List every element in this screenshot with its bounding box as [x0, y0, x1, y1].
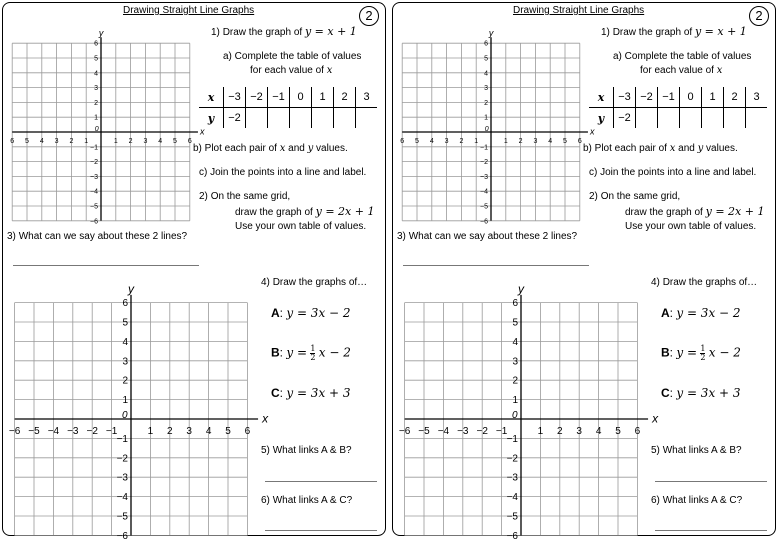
- question-1b: b) Plot each pair of x and y values.: [583, 143, 738, 154]
- x-tick-label: 6: [187, 138, 192, 145]
- y-tick-label: 3: [512, 356, 518, 368]
- x-axis-label: x: [199, 126, 205, 137]
- table-of-values: [199, 87, 377, 128]
- table-y-header: y: [589, 108, 614, 129]
- x-tick-label: 3: [54, 138, 59, 145]
- x-axis-label: x: [262, 411, 269, 426]
- x-tick-label: −1: [105, 426, 118, 437]
- origin-label: 0: [484, 126, 489, 133]
- y-tick-label: 4: [484, 70, 488, 78]
- y-tick-label: −3: [90, 173, 98, 181]
- x-tick-label: 3: [533, 138, 538, 145]
- y-tick-label: −3: [506, 472, 518, 484]
- y-tick-label: 6: [512, 298, 518, 310]
- question-2-line3: Use your own table of values.: [235, 221, 367, 232]
- y-tick-label: 3: [94, 85, 98, 93]
- table-y-cell[interactable]: −2: [614, 108, 636, 129]
- question-3: 3) What can we say about these 2 lines?: [397, 231, 578, 242]
- graph-c: C: y = 3x + 3: [271, 386, 351, 400]
- x-tick-label: −2: [476, 426, 488, 437]
- table-row-x: [589, 87, 767, 108]
- x-tick-label: 5: [225, 426, 231, 437]
- x-tick-label: 5: [615, 426, 621, 437]
- worksheet-panel-right: [392, 2, 776, 540]
- table-x-cell: 0: [680, 87, 702, 108]
- table-x-cell: −1: [658, 87, 680, 108]
- table-x-header: x: [589, 87, 614, 108]
- x-tick-label: 3: [186, 426, 192, 437]
- question-2-line2: draw the graph of y = 2x + 1: [625, 205, 765, 218]
- y-tick-label: −1: [90, 144, 98, 152]
- x-tick-label: 1: [113, 138, 118, 145]
- y-tick-label: −1: [116, 433, 128, 445]
- y-tick-label: 5: [122, 317, 128, 329]
- origin-label: 0: [94, 126, 99, 133]
- y-tick-label: 4: [122, 336, 128, 348]
- y-tick-label: 1: [512, 395, 518, 407]
- y-tick-label: 5: [512, 317, 518, 329]
- question-1c: c) Join the points into a line and label.: [589, 167, 757, 178]
- y-tick-label: −2: [90, 159, 98, 167]
- graph-b: B: y = $\frac{1}{2}$ x − 2: [661, 344, 741, 362]
- y-tick-label: 6: [94, 40, 98, 48]
- table-x-cell: 1: [702, 87, 724, 108]
- answer-line-q3[interactable]: [13, 265, 199, 266]
- y-tick-label: −5: [480, 203, 488, 211]
- x-tick-label: 6: [634, 426, 641, 437]
- question-1c: c) Join the points into a line and label.: [199, 167, 367, 178]
- y-tick-label: 1: [122, 395, 128, 407]
- graph-a: A: y = 3x − 2: [271, 306, 351, 320]
- x-tick-label: 2: [69, 138, 74, 145]
- x-tick-label: 3: [576, 426, 582, 437]
- x-tick-label: −5: [28, 426, 40, 437]
- origin-label: 0: [122, 410, 128, 421]
- y-tick-label: −4: [116, 492, 128, 504]
- question-2-line3: Use your own table of values.: [625, 221, 757, 232]
- y-tick-label: −2: [116, 453, 128, 465]
- y-tick-label: 2: [484, 99, 488, 107]
- y-tick-label: −5: [506, 511, 518, 523]
- table-y-cell[interactable]: [290, 108, 312, 129]
- answer-line-q6[interactable]: [655, 530, 767, 531]
- question-4: 4) Draw the graphs of…: [261, 277, 368, 288]
- table-x-cell: 2: [334, 87, 356, 108]
- x-tick-label: 6: [10, 138, 15, 145]
- x-tick-label: −4: [47, 426, 60, 437]
- x-tick-label: −2: [86, 426, 98, 437]
- x-tick-label: 6: [577, 138, 582, 145]
- x-tick-label: 5: [563, 138, 567, 145]
- y-tick-label: −1: [480, 144, 488, 152]
- x-tick-label: −3: [67, 426, 79, 437]
- question-1a-line1: a) Complete the table of values: [613, 51, 752, 62]
- graph-b: B: y = $\frac{1}{2}$ x − 2: [271, 344, 351, 362]
- table-y-cell[interactable]: [356, 108, 378, 129]
- x-tick-label: 6: [400, 138, 405, 145]
- x-tick-label: 4: [595, 426, 602, 437]
- x-tick-label: 6: [244, 426, 251, 437]
- y-tick-label: 1: [484, 114, 488, 122]
- y-tick-label: 6: [122, 298, 128, 310]
- y-tick-label: −6: [116, 530, 128, 540]
- x-axis-label: x: [589, 126, 595, 137]
- y-tick-label: 6: [484, 40, 488, 48]
- x-tick-label: 2: [128, 138, 133, 145]
- x-tick-label: 4: [548, 138, 553, 145]
- table-row-y: [199, 108, 377, 129]
- x-tick-label: −6: [398, 426, 411, 437]
- table-x-cell: −3: [614, 87, 636, 108]
- small-coordinate-grid[interactable]: [3, 11, 203, 233]
- answer-line-q5[interactable]: [265, 481, 377, 482]
- x-axis-label: x: [652, 411, 659, 426]
- y-tick-label: 1: [94, 114, 98, 122]
- x-tick-label: 5: [415, 138, 419, 145]
- table-x-cell: 0: [290, 87, 312, 108]
- worksheet-title: Drawing Straight Line Graphs: [513, 5, 645, 16]
- table-y-cell[interactable]: [636, 108, 658, 129]
- y-tick-label: 2: [94, 99, 98, 107]
- worksheet-panel-left: [2, 2, 386, 540]
- y-tick-label: 4: [94, 70, 98, 78]
- table-x-cell: 3: [746, 87, 768, 108]
- x-tick-label: 2: [518, 138, 523, 145]
- y-axis-label: y: [488, 27, 494, 38]
- table-x-cell: −2: [246, 87, 268, 108]
- table-x-cell: −3: [224, 87, 246, 108]
- question-1a-line2: for each value of x: [250, 65, 333, 76]
- worksheet-number-badge: 2: [749, 6, 769, 26]
- x-tick-label: 4: [205, 426, 212, 437]
- x-tick-label: 5: [25, 138, 29, 145]
- x-tick-label: −4: [437, 426, 450, 437]
- y-tick-label: −6: [90, 218, 98, 226]
- question-1: 1) Draw the graph of y = x + 1: [601, 25, 747, 38]
- x-tick-label: 1: [503, 138, 508, 145]
- y-tick-label: −6: [480, 218, 488, 226]
- large-coordinate-grid[interactable]: [3, 273, 269, 540]
- x-tick-label: 2: [557, 426, 563, 437]
- answer-line-q5[interactable]: [655, 481, 767, 482]
- x-tick-label: 3: [143, 138, 148, 145]
- x-tick-label: 1: [84, 138, 89, 145]
- x-tick-label: 4: [158, 138, 163, 145]
- y-tick-label: −3: [480, 173, 488, 181]
- y-tick-label: −2: [480, 159, 488, 167]
- x-tick-label: −6: [8, 426, 21, 437]
- x-tick-label: 2: [167, 426, 173, 437]
- table-y-cell[interactable]: [268, 108, 290, 129]
- y-tick-label: −1: [506, 433, 518, 445]
- table-y-header: y: [199, 108, 224, 129]
- question-2-line2: draw the graph of y = 2x + 1: [235, 205, 375, 218]
- y-axis-label: y: [128, 281, 134, 296]
- y-tick-label: 2: [512, 375, 518, 387]
- x-tick-label: 3: [444, 138, 449, 145]
- table-y-cell[interactable]: [658, 108, 680, 129]
- table-y-cell[interactable]: [702, 108, 724, 129]
- y-tick-label: −5: [90, 203, 98, 211]
- graph-c: C: y = 3x + 3: [661, 386, 741, 400]
- x-tick-label: 4: [39, 138, 44, 145]
- table-x-cell: 1: [312, 87, 334, 108]
- y-tick-label: 5: [94, 55, 98, 63]
- question-6: 6) What links A & C?: [651, 495, 743, 506]
- x-tick-label: 2: [459, 138, 464, 145]
- answer-line-q3[interactable]: [403, 265, 589, 266]
- x-tick-label: −3: [457, 426, 469, 437]
- table-y-cell[interactable]: [312, 108, 334, 129]
- large-coordinate-grid[interactable]: [393, 273, 659, 540]
- y-tick-label: −4: [480, 188, 488, 196]
- table-y-cell[interactable]: [246, 108, 268, 129]
- y-tick-label: 4: [512, 336, 518, 348]
- question-5: 5) What links A & B?: [651, 445, 742, 456]
- question-2-line1: 2) On the same grid,: [199, 191, 291, 202]
- y-tick-label: −4: [506, 492, 518, 504]
- origin-label: 0: [512, 410, 518, 421]
- table-x-cell: −1: [268, 87, 290, 108]
- worksheet-title: Drawing Straight Line Graphs: [123, 5, 255, 16]
- question-2-line1: 2) On the same grid,: [589, 191, 681, 202]
- worksheet-number-badge: 2: [359, 6, 379, 26]
- y-tick-label: −4: [90, 188, 98, 196]
- x-tick-label: 1: [147, 426, 154, 437]
- small-coordinate-grid[interactable]: [393, 11, 593, 233]
- y-tick-label: 3: [122, 356, 128, 368]
- table-x-cell: 3: [356, 87, 378, 108]
- question-1a-line2: for each value of x: [640, 65, 723, 76]
- table-y-cell[interactable]: −2: [224, 108, 246, 129]
- y-tick-label: −6: [506, 530, 518, 540]
- question-4: 4) Draw the graphs of…: [651, 277, 758, 288]
- x-tick-label: 4: [429, 138, 434, 145]
- table-x-cell: −2: [636, 87, 658, 108]
- question-1: 1) Draw the graph of y = x + 1: [211, 25, 357, 38]
- y-tick-label: 2: [122, 375, 128, 387]
- y-tick-label: −2: [506, 453, 518, 465]
- question-1b: b) Plot each pair of x and y values.: [193, 143, 348, 154]
- x-tick-label: 1: [474, 138, 479, 145]
- answer-line-q6[interactable]: [265, 530, 377, 531]
- y-axis-label: y: [98, 27, 104, 38]
- y-tick-label: 5: [484, 55, 488, 63]
- x-tick-label: 1: [537, 426, 544, 437]
- table-y-cell[interactable]: [724, 108, 746, 129]
- table-x-cell: 2: [724, 87, 746, 108]
- y-tick-label: 3: [484, 85, 488, 93]
- x-tick-label: 5: [173, 138, 177, 145]
- table-row-y: [589, 108, 767, 129]
- question-5: 5) What links A & B?: [261, 445, 352, 456]
- y-axis-label: y: [518, 281, 524, 296]
- table-y-cell[interactable]: [746, 108, 768, 129]
- table-y-cell[interactable]: [334, 108, 356, 129]
- question-3: 3) What can we say about these 2 lines?: [7, 231, 188, 242]
- x-tick-label: −5: [418, 426, 430, 437]
- table-row-x: [199, 87, 377, 108]
- table-of-values: [589, 87, 767, 128]
- x-tick-label: −1: [495, 426, 508, 437]
- table-y-cell[interactable]: [680, 108, 702, 129]
- table-x-header: x: [199, 87, 224, 108]
- question-6: 6) What links A & C?: [261, 495, 353, 506]
- question-1a-line1: a) Complete the table of values: [223, 51, 362, 62]
- y-tick-label: −5: [116, 511, 128, 523]
- y-tick-label: −3: [116, 472, 128, 484]
- graph-a: A: y = 3x − 2: [661, 306, 741, 320]
